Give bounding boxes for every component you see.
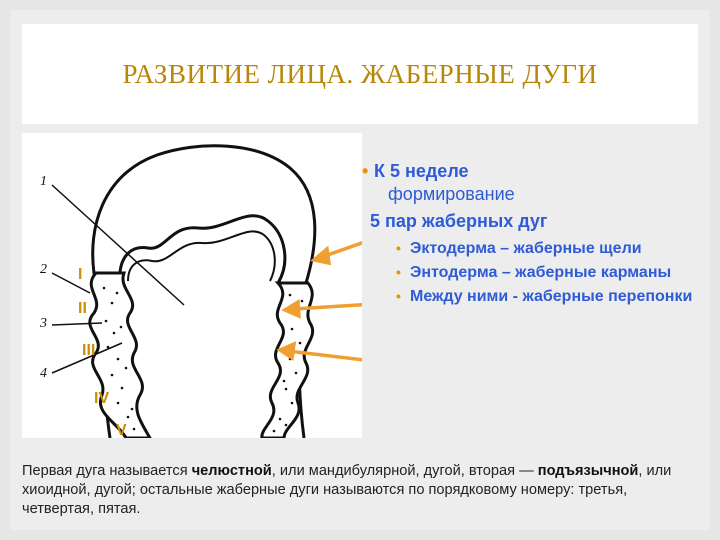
sub-bullet-text: Эктодерма – жаберные щели (410, 240, 642, 257)
slide-title: РАЗВИТИЕ ЛИЦА. ЖАБЕРНЫЕ ДУГИ (122, 58, 598, 89)
bullet-dot: • (396, 264, 401, 280)
roman-label: II (78, 300, 87, 317)
sub-bullet-text: Между ними - жаберные перепонки (410, 288, 693, 305)
arrow-head-1 (314, 249, 329, 263)
leader-line-2 (52, 273, 90, 293)
bullet-dot: • (362, 161, 369, 181)
embryo-diagram (22, 133, 362, 438)
roman-label: I (78, 266, 83, 283)
bullet-dot: • (396, 240, 401, 256)
roman-label: V (116, 422, 127, 438)
bullet-list (362, 160, 702, 311)
left-arches (90, 273, 150, 438)
caption-part: Первая дуга называется (22, 463, 192, 479)
number-label: 3 (40, 316, 47, 331)
gill-arches-drawing (22, 133, 362, 438)
sub-bullet-item (396, 239, 702, 258)
caption-part: , или мандибулярной, дугой, вторая — (271, 463, 534, 479)
caption-bold: челюстной (191, 463, 272, 479)
title-box (22, 24, 698, 124)
bullet-main-line2: формирование (388, 184, 515, 204)
inner-lining (120, 216, 285, 283)
sub-bullet-list (362, 239, 702, 306)
bullet-main (362, 160, 702, 233)
roman-label: IV (94, 390, 110, 407)
caption-part: , или хиоидной, дугой; остальные жаберные дуги называются по порядковому номеру: третья, четвертая, пятая. (22, 463, 672, 517)
sub-bullet-text: Энтодерма – жаберные карманы (410, 264, 672, 281)
bullet-dot: • (396, 288, 401, 304)
number-label: 2 (40, 262, 47, 277)
bullet-main-line3: 5 пар жаберных дуг (370, 211, 548, 231)
sub-bullet-item (396, 263, 702, 282)
right-arches (262, 283, 313, 438)
roman-label: III (82, 342, 96, 359)
sub-bullet-item (396, 287, 702, 306)
caption-bold: подъязычной (537, 463, 639, 479)
caption-text (22, 462, 702, 519)
number-label: 1 (40, 174, 47, 189)
bullet-main-line1: К 5 неделе (374, 161, 469, 181)
number-label: 4 (40, 366, 47, 381)
